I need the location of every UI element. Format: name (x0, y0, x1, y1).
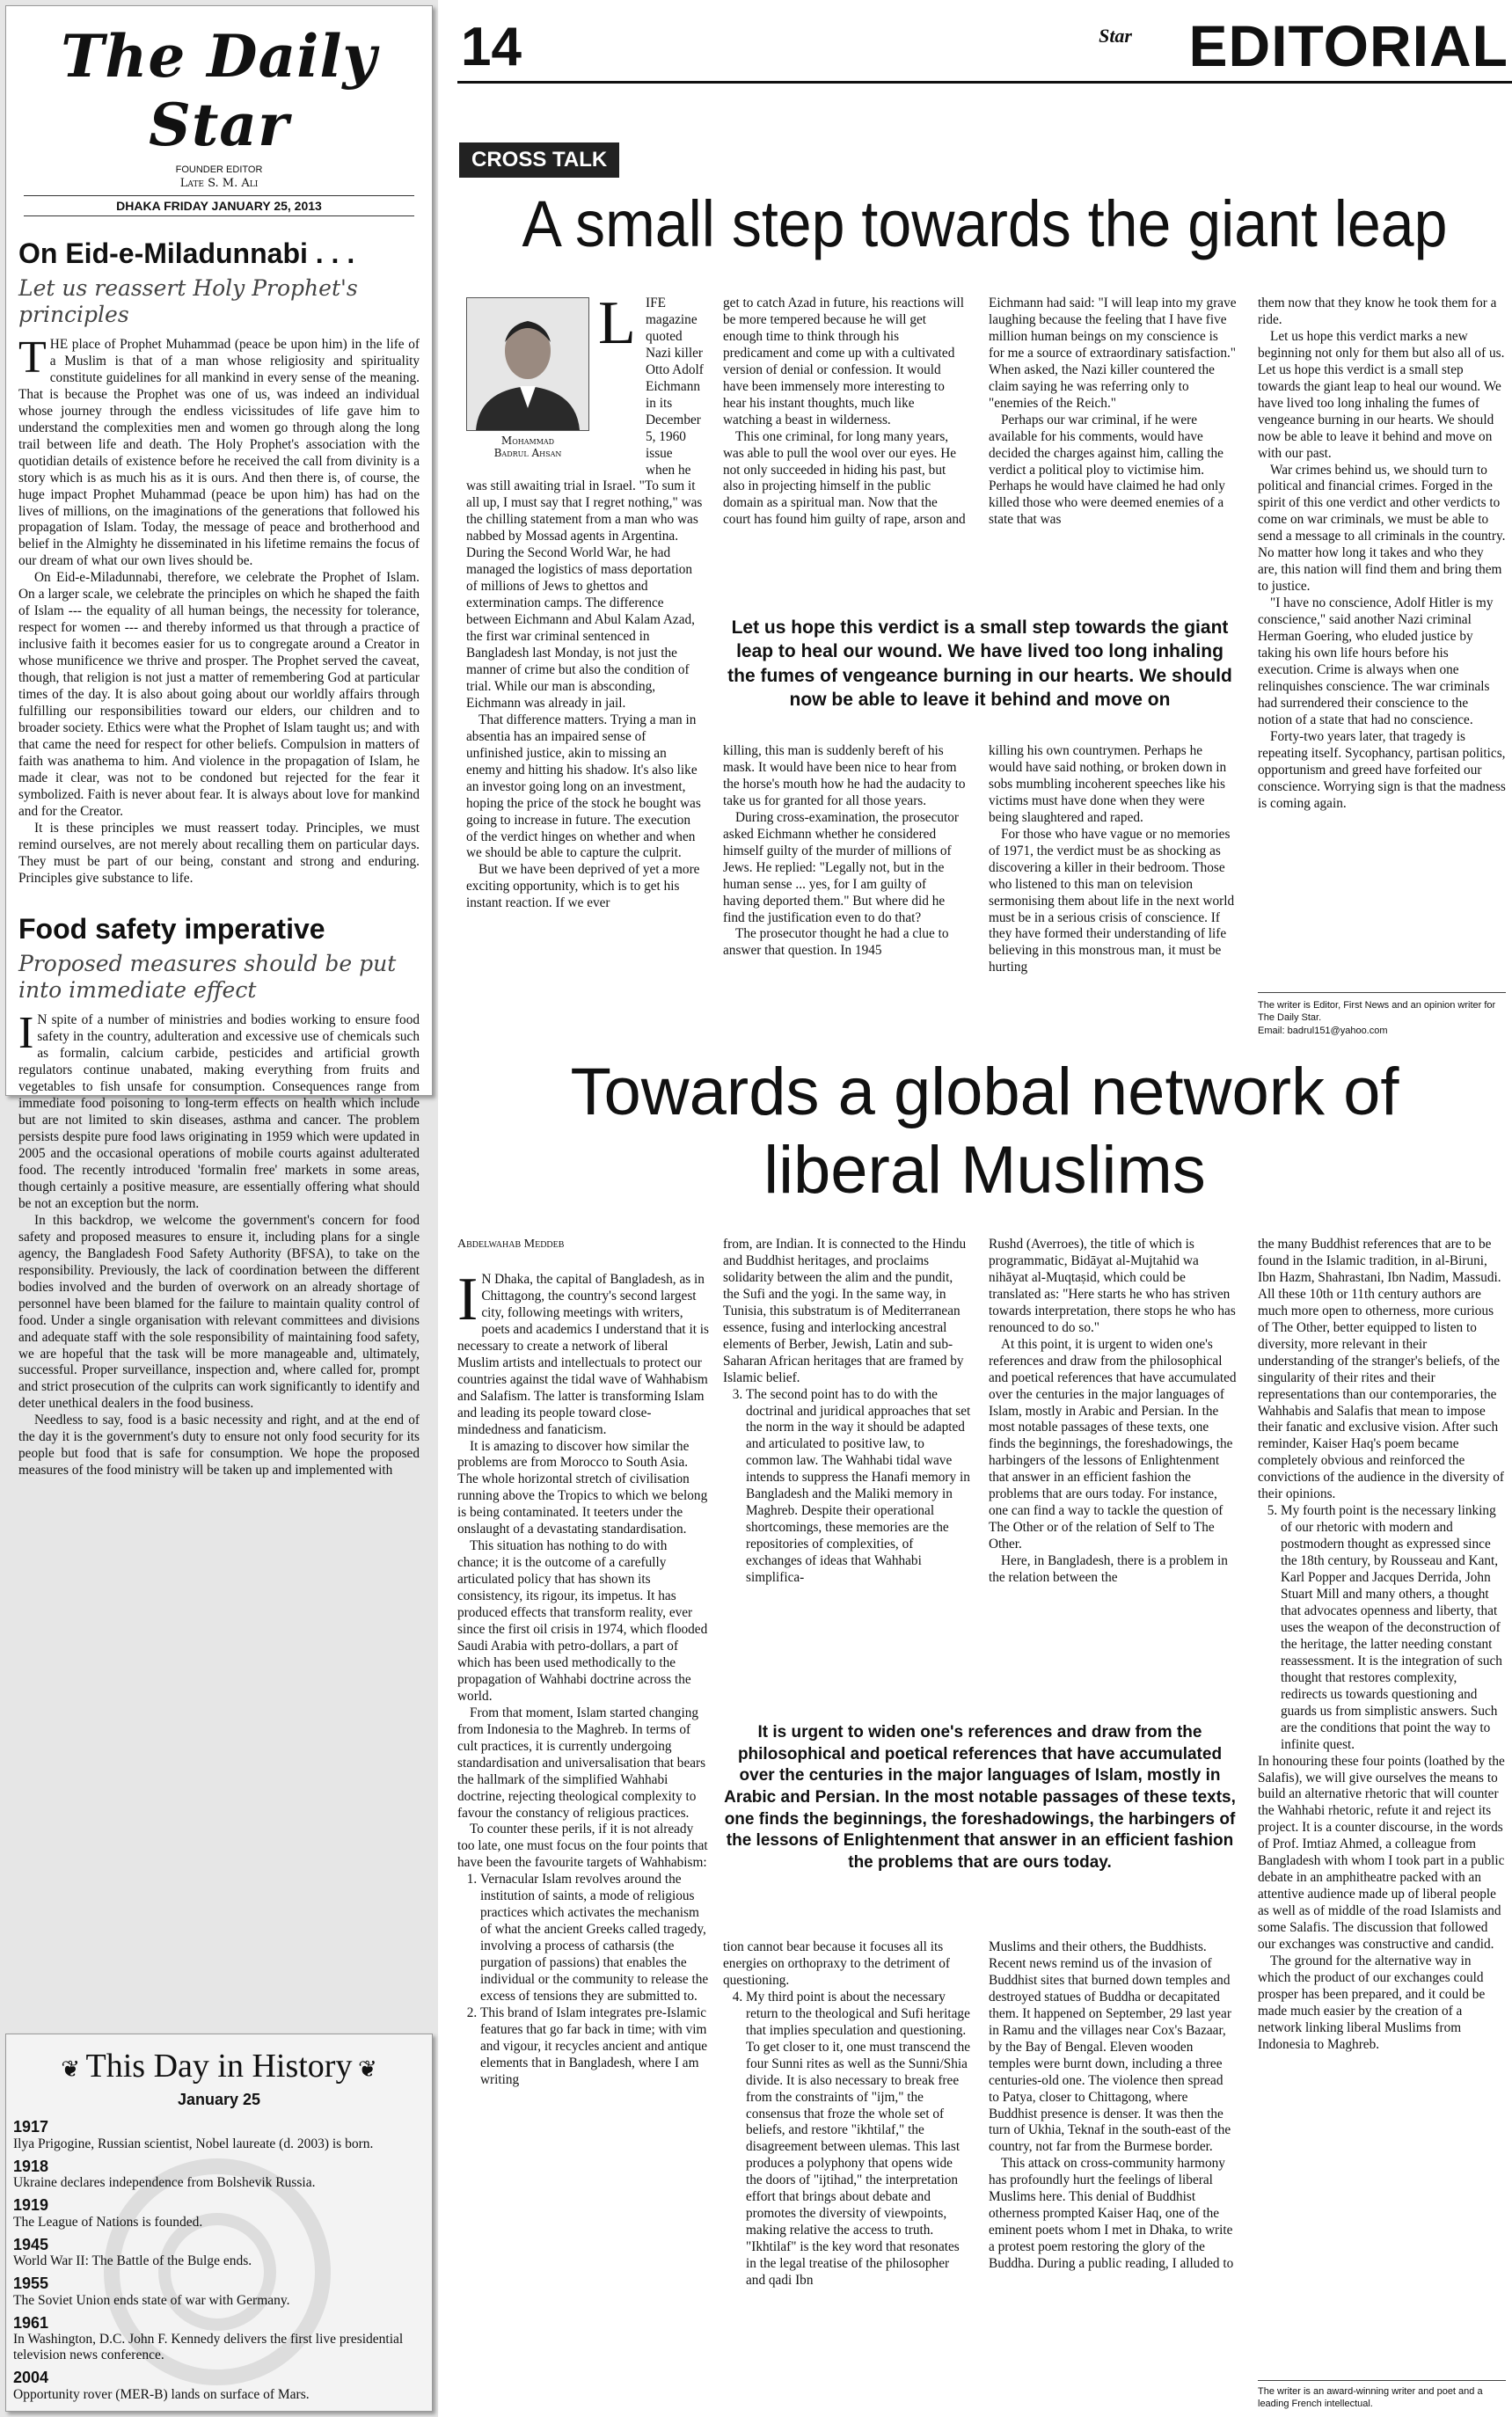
history-title: ❦ This Day in History ❦ (61, 2048, 377, 2085)
flourish-right-icon: ❦ (352, 2056, 377, 2082)
history-event: The Soviet Union ends state of war with Germany. (13, 2292, 290, 2308)
article1-col1 (466, 289, 704, 912)
paragraph: Needless to say, food is a basic necessity and right, and at the end of the day it is the government's duty to ensure not only food security for its people but food that is safe for consumption. We hope the proposed measures of the food ministry will be taken up and implemented with (18, 1413, 420, 1479)
paragraph: From that moment, Islam started changing from Indonesia to the Maghreb. In terms of cult practices, it is currently undergoing standardisation and universalisation that bears the hallmark of the simplified Wahhabi doctrine, rejecting theological complexity to favour the constancy of religious practices. (457, 1705, 706, 1821)
article2-col2-bottom (723, 1939, 971, 2289)
paragraph: War crimes behind us, we should turn to political and financial crimes. Forged in the spirit of this one verdict and other verdicts to come on war criminals, we must be able to send a message to all criminals in the country. No matter how long it takes and who they are, this nation will find them and bring them to justice. (1258, 462, 1506, 595)
paragraph: get to catch Azad in future, his reactions will be more tempered because he will get enough time to think through his predicament and come up with a cultivated version of denial or confession. It would have been immensely more interesting to hear his instant thoughts, much like watching a beast in wilderness. (723, 296, 964, 427)
paragraph: To counter these perils, if it is not already too late, one must focus on the four points that have been the favourite targets of Wahhabism: (457, 1822, 708, 1871)
editorial1-subtitle: Let us reassert Holy Prophet's principles (18, 275, 358, 327)
list-item: 2. This brand of Islam integrates pre-Islamic features that go far back in time; with vim and vigour, it recycles ancient and antique elements that in Bangladesh, where I am writing (480, 2005, 709, 2089)
history-year: 2004 (13, 2368, 49, 2386)
article1-pullquote: Let us hope this verdict is a small step towards the giant leap to heal our wound. We have lived too long inhaling the fumes of vengeance burning in our hearts. We should now be able to leave it behind and move on (727, 617, 1232, 710)
article1-col4 (1258, 296, 1506, 813)
article1-headline: A small step towards the giant leap (522, 187, 1448, 260)
paragraph: N Dhaka, the capital of Bangladesh, as in Chittagong, the country's second largest city, following meetings with writers, poets and academics I understand that it is necessary to create a network of liberal Muslim artists and intellectuals to protect our countries against the tidal wave of Wahhabism and Salafism. The latter is transforming Islam and leading its people toward close-mindedness and fanaticism. (457, 1272, 710, 1437)
header-rule (457, 81, 1512, 84)
history-year: 1919 (13, 2196, 49, 2214)
founder-label: FOUNDER EDITOR (175, 164, 263, 175)
editorial1-title: On Eid-e-Miladunnabi . . . (18, 237, 355, 269)
paragraph: Perhaps our war criminal, if he were available for his comments, would have decided the charges against him, calling the verdict a political ploy to victimise him. Perhaps he would have claimed he had only killed those who were deemed enemies of a state that was (989, 412, 1225, 528)
list-item: 3. The second point has to do with the doctrinal and juridical approaches that set the norm in the way it should be adapted and articulated to positive law, to common law. The Wahhabi tidal wave intends to suppress the Hanafi memory in Bangladesh and the Maliki memory in Maghreb. Despite their operational shortcomings, these memories are the repositories of complexities, of exchanges of ideas that Wahhabi simplifica- (746, 1387, 971, 1587)
article1-col3-bottom (989, 743, 1237, 976)
section-title: EDITORIAL (1188, 13, 1508, 78)
history-event: The League of Nations is founded. (13, 2214, 203, 2230)
editorial2-body (18, 1008, 420, 1479)
paragraph: It is amazing to discover how similar the problems are from Morocco to South Asia. The whole horizontal stretch of civilisation running above the Tropics to which we belong is being contaminated. It teeters under the onslaught of a devastating standardisation. (457, 1438, 708, 1537)
paragraph: them now that they know he took them for a ride. (1258, 296, 1497, 327)
points-list (723, 1387, 971, 1587)
paragraph: tion cannot bear because it focuses all its energies on orthopraxy to the detriment of questioning. (723, 1939, 950, 1988)
paragraph: But we have been deprived of yet a more exciting opportunity, which is to get his instant reaction. If we ever (466, 862, 700, 911)
history-date: January 25 (177, 2091, 261, 2108)
paragraph: This attack on cross-community harmony has profoundly hurt the feelings of liberal Muslims here. This denial of Buddhist otherness prompted Kaiser Haq, one of the eminent poets whom I met in Dhaka, to write a protest poem restoring the glory of the Buddha. During a public reading, I alluded to (989, 2156, 1234, 2272)
paragraph: The prosecutor thought he had a clue to answer that question. In 1945 (723, 926, 949, 959)
history-year: 1918 (13, 2157, 49, 2175)
paragraph: In this backdrop, we welcome the government's concern for food safety and proposed measures to ensure it, including plans for a single agency, the Bangladesh Food Safety Authority (BFSA), to take on the responsibility. Previously, the lack of coordination between the different bodies involved and the burden of overwork on an already shortage of personnel have been blamed for the failure to maintain quality control of food. Under a single organisation with relevant committees and divisions and adequate staff with the sole responsibility of maintaining food safety, we are hopeful that the task will be more manageable and, ultimately, successful. Proper surveillance, inspection and, where called for, prompt and strict prosecution of the culprits can work significantly to identify and deter unethical dealers in the food business. (18, 1212, 420, 1412)
points-list (457, 1872, 709, 2088)
masthead-and-editorials (5, 5, 433, 1479)
history-event: Ukraine declares independence from Bolshevik Russia. (13, 2175, 316, 2191)
paragraph: On Eid-e-Miladunnabi, therefore, we celebrate the Prophet of Islam. On a larger scale, we celebrate the principles on which he shaped the faith of Islam --- the equality of all human beings, the necessity for tolerance, respect for women --- and thereby informed us that through a practice of inclusive faith it becomes easier for us to congregate around a Creator in whose munificence we thrive and prosper. The Prophet served the caveat, though, that religion is not just a matter of remembering God at particular times of the day. It is also about going about our worldly affairs through fulfilling our responsibilities toward our elders, our children and to broader society. Ethics were what the Prophet of Islam taught us; and with that came the need for respect for other beliefs. Compulsion in matters of faith was anathema to him. And violence in the propagation of Islam, he made it clear, was not to be condoned but rejected for the fear it symbolized. Faith is never about fear. It is always about love for mankind and for the Creator. (18, 570, 420, 819)
credit-rule (1258, 992, 1506, 993)
paragraph: killing his own countrymen. Perhaps he would have said nothing, or broken down in sobs mumbling incoherent speeches like his victims must have done when they were being slaughtered and raped. (989, 743, 1227, 825)
article1-col3-top (989, 296, 1237, 529)
editorial2-dropcap: I (18, 1008, 34, 1059)
article2-dropcap: I (457, 1266, 478, 1333)
list-item: 4. My third point is about the necessary return to the theological and Sufi heritage that implies speculation and questioning. To get closer to it, one must transcend the four Sunni rites as well as the Sunni/Shia divide. It is also necessary to break free from the constraints of "ijm," the consensus that froze the whole set of beliefs, and restore "ikhtilaf," the disagreement between ulemas. This last produces a polyphony that opens wide the doors of "ijtihad," the interpretation effort that brings about debate and promotes the diversity of viewpoints, making relative the access to truth. "Ikhtilaf" is the key word that resonates in the legal treatise of the philosopher and qadi Ibn (746, 1990, 971, 2289)
history-event: Opportunity rover (MER-B) lands on surface of Mars. (13, 2386, 310, 2402)
paragraph: The ground for the alternative way in which the product of our exchanges could prosper has been prepared, and it could be made much easier by the creation of a network linking liberal Muslims from Indonesia to Maghreb. (1258, 1953, 1486, 2052)
paragraph: killing, this man is suddenly bereft of his mask. It would have been nice to hear from the horse's mouth how he had the audacity to take us for granted for all those years. (723, 743, 966, 808)
paragraph: For those who have vague or no memories of 1971, the verdict must be as shocking as discovering a killer in their bedroom. Those who listened to this man on television sermonising them about life in the next world must be in a serious crisis of conscience. If they have formed their understanding of life believing in this monstrous man, it must be hurting (989, 826, 1235, 975)
paragraph: At this point, it is urgent to widen one's references and draw from the philosophical and poetical references that have accumulated over the centuries in the major languages of Islam, mostly in Arabic and Persian. In the most notable passages of these texts, one finds the beginnings, the foreshadowings, the harbingers of the lessons of Enlightenment that answer in an efficient fashion the problems that are ours today. For instance, one can find a way to tackle the question of The Other or of the relation of Self to The Other. (989, 1336, 1237, 1552)
points-list (723, 1990, 971, 2289)
history-year: 1917 (13, 2118, 49, 2136)
history-event: Ilya Prigogine, Russian scientist, Nobel laureate (d. 2003) is born. (13, 2136, 374, 2151)
paragraph: That difference matters. Trying a man in absentia has an impaired sense of unfinished justice, akin to missing an enemy and hitting his shadow. It's also like an investor going long on an investment, hoping the price of the stock he bought was going to increase in future. The execution of the verdict hinges on whether and when we should be able to capture the culprit. (466, 712, 701, 861)
paragraph: In honouring these four points (loathed by the Salafis), we will give ourselves the means to build an alternative rhetoric that will counter the Wahhabi rhetoric, refute it and reject its project. It is a counter discourse, in the words of Prof. Imtiaz Ahmed, a colleague from Bangladesh with whom I took part in a public debate in an amphitheatre packed with an attentive audience made up of liberal people as well as of middle of the road Islamists and some Salafis. The discussion that followed our exchanges was constructive and candid. (1258, 1753, 1505, 1953)
paragraph: Rushd (Averroes), the title of which is programmatic, Bidāyat al-Mujtahid wa nihāyat al-Muqtaṣid, which could be translated as: "Here starts he who has striven towards interpretation, there stops he who has renounced to do so." (989, 1237, 1236, 1335)
history-year: 1961 (13, 2313, 49, 2332)
history-year: 1945 (13, 2235, 49, 2253)
founder-name: Late S. M. Ali (179, 177, 259, 190)
article2-byline: Abdelwahab Meddeb (457, 1238, 565, 1251)
editorial1-body (18, 332, 420, 887)
article1-col2-top (723, 296, 966, 529)
article2-col4 (1258, 1237, 1506, 2054)
paragraph: During cross-examination, the prosecutor asked Eichmann whether he considered himself guilty of the murder of millions of Jews. He replied: "Legally not, but in the human sense ... yes, for I am guilty of having deported them." But where did he find the justification even to do that? (723, 809, 960, 925)
article2-col3-bottom (989, 1939, 1237, 2273)
dateline: DHAKA FRIDAY JANUARY 25, 2013 (24, 195, 414, 216)
paragraph: N spite of a number of ministries and bodies working to ensure food safety in the country, adulteration and excessive use of chemicals such as formalin, calcium carbide, pesticides and artificial growth regulators continue unabated, making everything from fruits and vegetables to fish unsafe for consumption. Consequences range from immediate food poisoning to long-term effects on health which include but are not limited to skin diseases, asthma and cancer. The problem persists despite pure food laws originating in 1959 which were updated in 2005 and the occasional operations of mobile courts against adulterated food. The recently introduced 'formalin free' markets in some areas, though certainly a positive measure, are essentially offering what should be not an exception but the norm. (18, 1012, 420, 1211)
article2-pullquote: It is urgent to widen one's references and draw from the philosophical and poetical references that have accumulated over the centuries in the major languages of Islam, mostly in Arabic and Persian. In the most notable passages of these texts, one finds the beginnings, the foreshadowings, the harbingers of the lessons of Enlightenment that answer in an efficient fashion the problems that are ours today. (724, 1723, 1236, 1873)
author-caption: Mohammad Badrul Ahsan (493, 434, 562, 460)
list-item: 1. Vernacular Islam revolves around the institution of saints, a mode of religious practices which activates the mechanism of what the ancient Greeks called tragedy, involving a process of catharsis (the purgation of passions) that enables the individual or the community to release the excess of tensions they are submitted to. (480, 1872, 709, 2005)
paragraph: It is these principles we must reassert today. Principles, we must remind ourselves, are not merely about recalling them on particular days. They must be part of our being, constant and strong and enduring. Principles give substance to life. (18, 820, 420, 886)
editorial1-dropcap: T (18, 332, 47, 383)
article1-col2-bottom (723, 743, 966, 960)
history-event: In Washington, D.C. John F. Kennedy delivers the first live presidential television news conference. (13, 2332, 404, 2362)
paragraph: Here, in Bangladesh, there is a problem in the relation between the (989, 1553, 1228, 1586)
article2-col1 (457, 1266, 710, 2089)
article2-headline: Towards a global network of liberal Muslims (570, 1055, 1399, 1208)
editorial2-title: Food safety imperative (18, 913, 325, 946)
paragraph: Muslims and their others, the Buddhists. Recent news remind us of the invasion of Buddhist sites that burned down temples and destroyed statues of Buddha or decapitated them. It happened on September, 29 last year in Ramu and the villages near Cox's Bazaar, by the Bay of Bengal. Eleven wooden temples were burnt down, including a three centuries-old one. The violence then spread to Patya, closer to Chittagong, where Buddhist presence is denser. It was then the turn of Ukhia, Teknaf in the south-east of the country, not far from the Burmese border. (989, 1939, 1231, 2155)
flourish-left-icon: ❦ (61, 2056, 86, 2082)
paragraph: HE place of Prophet Muhammad (peace be upon him) in the life of a Muslim is that of a man whose religiosity and spirituality constitute guidelines for all mankind in every sense of the meaning. That is because the Prophet was one of us, was indeed an individual whose journey through the endless vicissitudes of life gave him to understand the complexities men and women go through along the long trail between life and death. The Holy Prophet's association with the quotidian details of existence before he received the call from divinity is a story which is as much his as it is ours. And then there is, of course, the huge impact Prophet Muhammad (peace be upon him) has had on the lives of millions, on the imaginations of the generations that followed his propagation of Islam. Today, the message of peace and brotherhood and belief in the Almighty he disseminated in his lifetime remains the focus of our dream of what our own lives should be. (18, 337, 420, 569)
paragraph: This one criminal, for long many years, was able to pull the wool over our eyes. He not only succeeded in hiding his past, but also in projecting himself in the public domain as a spiritual man. Now that the court has found him guilty of rape, arson and (723, 428, 966, 528)
article2-col2-top (723, 1237, 971, 1587)
paragraph: This situation has nothing to do with chance; it is the outcome of a carefully articulated policy that has shown its consistency, its rigour, its impetus. It has produced effects that transform reality, ever since the first oil crisis in 1974, which flooded Saudi Arabia with petro-dollars, a part of which has been used methodically to the propagation of Wahhabi doctrine across the world. (457, 1538, 708, 1704)
paragraph: the many Buddhist references that are to be found in the Islamic tradition, in al-Biruni, Ibn Hazm, Shahrastani, Ibn Nadim, Massudi. All these 10th or 11th century authors are much more open to otherness, more curious of The Other, better equipped to listen to diversity, more relevant in their understanding of the stranger's beliefs, of the singularity of their rites and their representations than our contemporaries, the Wahhabis and Salafis that mean to impose their fanatic and exclusive vision. After such reminder, Kaiser Haq's poem became completely obvious and reinforced the convictions of the audience in the diversity of their opinions. (1258, 1237, 1504, 1502)
paragraph: Forty-two years later, that tragedy is repeating itself. Sycophancy, partisan politics, opportunism and greed have forfeited our conscience. Worrying sign is that the madness is coming again. (1258, 728, 1506, 811)
masthead-title: The Daily Star (61, 22, 377, 159)
history-year: 1955 (13, 2275, 49, 2292)
page-number: 14 (461, 17, 522, 77)
editorial-sidebar (0, 0, 438, 2417)
paragraph: "I have no conscience, Adolf Hitler is my conscience," said another Nazi criminal Herman Goering, who eluded justice by taking his own life hours before his execution. Crime is always when one relinquishes conscience. The war criminals had surrendered their conscience to the notion of a state that had no conscience. (1258, 595, 1494, 727)
history-list (13, 2118, 425, 2402)
paragraph: Let us hope this verdict marks a new beginning not only for them but also all of us. Let us hope this verdict is a small step towards the giant leap to heal our wound. We have lived too long inhaling the fumes of vengeance burning in our hearts. We should now be able to leave it behind and move on with our past. (1258, 328, 1505, 461)
paragraph: Eichmann had said: "I will leap into my grave laughing because the feeling that I have five million human beings on my conscience is for me a source of extraordinary satisfaction." When asked, the Nazi killer countered the claim saying he was referring only to "enemies of the Reich." (989, 296, 1237, 411)
article1-dropcap: L (598, 289, 636, 357)
article1-credit: The writer is Editor, First News and an opinion writer for The Daily Star. Email: badrul151@yahoo.com (1258, 1000, 1496, 1036)
credit-rule (1258, 2380, 1506, 2381)
editorial2-subtitle: Proposed measures should be put into immediate effect (18, 951, 397, 1004)
column-tag: CROSS TALK (459, 142, 619, 178)
article2-col3-top (989, 1237, 1237, 1587)
article2-credit: The writer is an award-winning writer and poet and a leading French intellectual. (1258, 2386, 1483, 2410)
section-prefix: Star (1099, 25, 1132, 47)
points-list (1258, 1503, 1506, 1753)
this-day-in-history-box (5, 2034, 433, 2412)
history-event: World War II: The Battle of the Bulge ends. (13, 2253, 252, 2269)
list-item: 5. My fourth point is the necessary linking of our rhetoric with modern and postmodern thought as expressed since the 18th century, by Rousseau and Kant, Karl Popper and Jacques Derrida, John Stuart Mill and many others, a thought that advocates openness and liberty, that uses the weapon of the deconstruction of the heritage, the latter needing constant reassessment. It is the integration of such thought that restores complexity, redirects us towards questioning and guards us from simplistic answers. Such are the conditions that point the way to infinite quest. (1281, 1503, 1506, 1753)
paragraph: from, are Indian. It is connected to the Hindu and Buddhist heritages, and proclaims solidarity between the alim and the pundit, the Sufi and the yogi. In the same way, in Tunisia, this substratum is of Mediterranean essence, fusing and interlocking ancestral elements of Berber, Jewish, Latin and sub-Saharan African heritages that are framed by Islamic belief. (723, 1237, 967, 1385)
paragraph: IFE magazine quoted Nazi killer Otto Adolf Eichmann in its December 5, 1960 issue when he was still awaiting trial in Israel. "To sum it all up, I must say that I regret nothing," was the chilling statement from a man who was nabbed by Mossad agents in Argentina. During the Second World War, he had managed the logistics of mass deportation of millions of Jews to ghettos and extermination camps. The difference between Eichmann and Abul Kalam Azad, the first war criminal sentenced in Bangladesh last Monday, is not just the manner of crime but also the condition of trial. While our man is absconding, Eichmann was already in jail. (466, 296, 704, 711)
